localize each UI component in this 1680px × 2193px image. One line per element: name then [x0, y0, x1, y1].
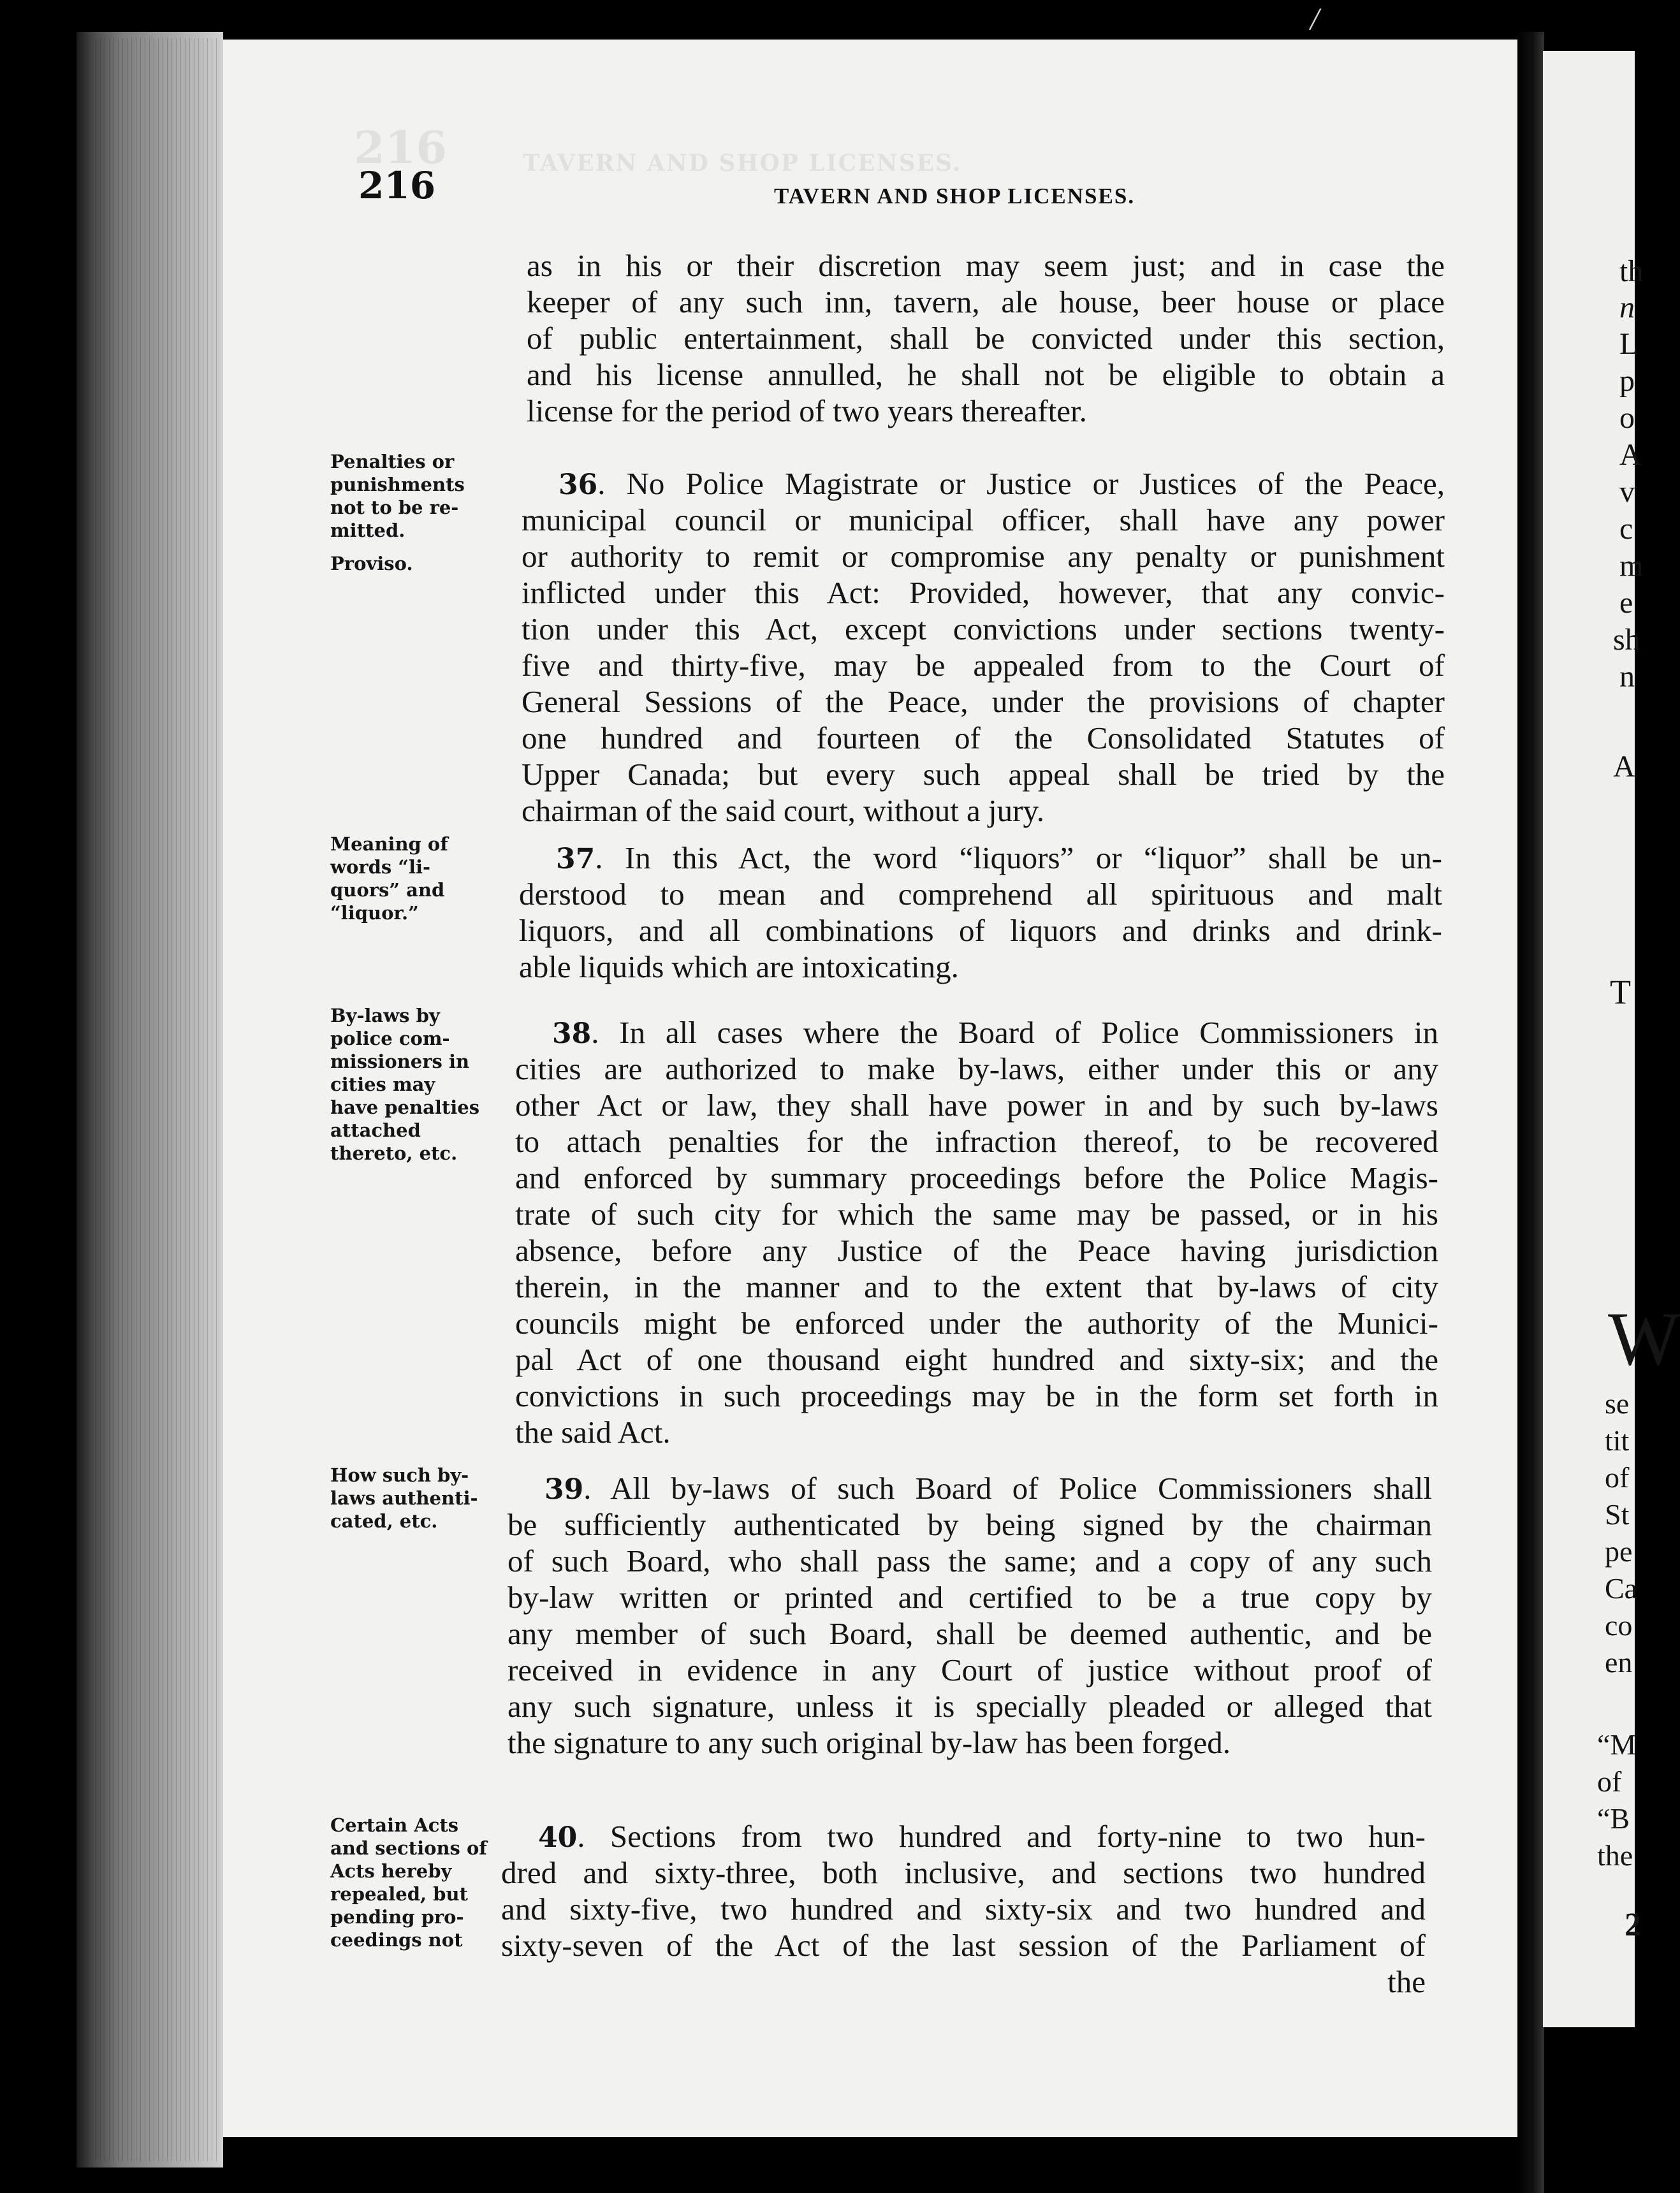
section-40	[501, 1818, 1426, 2000]
show-through-running-head: TAVERN AND SHOP LICENSES.	[523, 150, 962, 177]
text-line: absence, before any Justice of the Peace having jurisdiction	[515, 1233, 1438, 1268]
text-line: the said Act.	[515, 1415, 671, 1450]
text-line-rest: . Sections from two hundred and forty-nine to two hun-	[577, 1819, 1426, 1854]
running-head: TAVERN AND SHOP LICENSES.	[774, 184, 1136, 208]
facing-page-text: n	[1619, 660, 1635, 694]
text-line: the signature to any such original by-law has been forged.	[508, 1725, 1231, 1760]
facing-page-text: of	[1605, 1461, 1630, 1494]
facing-page-text: p	[1619, 364, 1635, 398]
sidenote-line: pending pro-	[330, 1906, 464, 1928]
section-number: 36	[559, 469, 598, 501]
facing-page-drop-capital: W	[1608, 1296, 1680, 1381]
text-line: of such Board, who shall pass the same; and a copy of any such	[508, 1543, 1432, 1578]
page-number: 216	[358, 164, 436, 207]
text-line	[522, 465, 1445, 502]
text-line: sixty-seven of the Act of the last session of the Parliament of	[501, 1928, 1426, 1963]
facing-page-text: e	[1619, 586, 1633, 620]
section-number: 37	[556, 843, 595, 875]
facing-page-text: of	[1597, 1765, 1622, 1798]
text-line	[508, 1470, 1432, 1506]
facing-page-text: “M	[1597, 1728, 1637, 1761]
facing-page-text: v	[1619, 475, 1635, 509]
sidenote-line: mitted.	[330, 520, 405, 541]
text-line: dred and sixty-three, both inclusive, and sections two hundred	[501, 1855, 1426, 1890]
sidenote-line: quors” and	[330, 879, 445, 901]
text-line: to attach penalties for the infraction thereof, to be recovered	[515, 1124, 1438, 1159]
section-number: 38	[552, 1017, 592, 1050]
sidenote-line: missioners in	[330, 1051, 470, 1072]
section-38	[515, 1014, 1438, 1450]
sidenote-line: not to be re-	[330, 497, 459, 518]
sidenote-line: laws authenti-	[330, 1487, 478, 1509]
section-37	[519, 840, 1442, 985]
text-line: municipal council or municipal officer, shall have any power	[522, 502, 1445, 537]
gutter-shadow	[1517, 32, 1544, 2193]
text-line: Upper Canada; but every such appeal shall be tried by the	[522, 757, 1445, 792]
text-line: trate of such city for which the same may be passed, or in his	[515, 1197, 1438, 1232]
facing-page-text: o	[1619, 401, 1635, 435]
section-36	[522, 465, 1445, 829]
facing-page-text: co	[1605, 1609, 1633, 1642]
page-edge-lines	[96, 38, 217, 2161]
text-line: chairman of the said court, without a jury.	[522, 793, 1045, 828]
sidenote-line: Penalties or	[330, 451, 455, 472]
text-line: received in evidence in any Court of justice without proof of	[508, 1652, 1432, 1687]
text-line: be sufficiently authenticated by being signed by the chairman	[508, 1507, 1432, 1542]
sidenote-line: punishments	[330, 474, 465, 495]
sidenote-authenticated	[330, 1464, 478, 1533]
text-line: five and thirty-five, may be appealed from to the Court of	[522, 648, 1445, 683]
facing-page-text: T	[1610, 973, 1631, 1011]
sidenote-penalties	[330, 450, 465, 575]
facing-page-text: A	[1613, 750, 1635, 783]
facing-page-text: c	[1619, 512, 1633, 546]
section-39	[508, 1470, 1432, 1761]
sidenote-line: have penalties	[330, 1096, 480, 1118]
text-line: derstood to mean and comprehend all spirituous and malt	[519, 877, 1442, 912]
sidenote-line: repealed, but	[330, 1883, 468, 1905]
text-line: the	[1387, 1964, 1426, 1999]
sidenote-repealed	[330, 1814, 487, 1951]
text-line: any member of such Board, shall be deemed authentic, and be	[508, 1616, 1432, 1651]
text-line: and his license annulled, he shall not be eligible to obtain a	[527, 357, 1445, 392]
facing-page-text: en	[1605, 1646, 1633, 1679]
facing-page-text: “B	[1597, 1802, 1630, 1835]
text-line: tion under this Act, except convictions under sections twenty-	[522, 611, 1445, 646]
text-line: General Sessions of the Peace, under the provisions of chapter	[522, 684, 1445, 719]
text-line: as in his or their discretion may seem just; and in case the	[527, 248, 1445, 283]
text-line: or authority to remit or compromise any penalty or punishment	[522, 539, 1445, 574]
sidenote-line: and sections of	[330, 1837, 487, 1859]
facing-page-text: L	[1619, 327, 1639, 361]
facing-page-text: th	[1619, 254, 1644, 288]
facing-page-text: the	[1597, 1839, 1633, 1872]
facing-page-text: n	[1619, 291, 1635, 324]
section-35-continuation	[527, 247, 1445, 429]
facing-page-text: se	[1605, 1387, 1630, 1420]
text-line: one hundred and fourteen of the Consolidated Statutes of	[522, 720, 1445, 755]
facing-page-text: St	[1605, 1498, 1630, 1531]
text-line	[519, 840, 1442, 876]
sidenote-line: Proviso.	[330, 553, 413, 574]
sidenote-line: cities may	[330, 1074, 435, 1095]
sidenote-line: cated, etc.	[330, 1510, 438, 1532]
sidenote-line: police com-	[330, 1028, 450, 1049]
text-line	[515, 1014, 1438, 1051]
text-line-rest: . All by-laws of such Board of Police Commissioners shall	[583, 1471, 1432, 1506]
sidenote-bylaws	[330, 1004, 479, 1165]
facing-page-text: sh	[1613, 623, 1640, 657]
text-line: and enforced by summary proceedings before the Police Magis-	[515, 1160, 1438, 1195]
text-line: therein, in the manner and to the extent that by-laws of city	[515, 1269, 1438, 1304]
text-line: keeper of any such inn, tavern, ale house, beer house or place	[527, 284, 1445, 319]
text-line: of public entertainment, shall be convicted under this section,	[527, 321, 1445, 356]
facing-page-text: Ca	[1605, 1572, 1638, 1605]
sidenote-line: Acts hereby	[330, 1860, 452, 1882]
text-line-rest: . No Police Magistrate or Justice or Justices of the Peace,	[597, 466, 1445, 501]
facing-page-text: A	[1619, 438, 1642, 472]
facing-page-text: pe	[1605, 1535, 1633, 1568]
sidenote-meaning	[330, 833, 448, 924]
show-through-page-number: 216	[354, 121, 448, 174]
text-line-rest: . In all cases where the Board of Police Commissioners in	[591, 1015, 1438, 1050]
sidenote-line: thereto, etc.	[330, 1142, 458, 1164]
sidenote-line: How such by-	[330, 1464, 469, 1486]
text-line: license for the period of two years thereafter.	[527, 393, 1087, 428]
top-mark: /	[1310, 1, 1319, 36]
text-line: convictions in such proceedings may be in the form set forth in	[515, 1378, 1438, 1413]
text-line: any such signature, unless it is specially pleaded or alleged that	[508, 1689, 1432, 1724]
sidenote-line: “liquor.”	[330, 902, 419, 924]
facing-page-text: tit	[1605, 1424, 1630, 1457]
sidenote-line: By-laws by	[330, 1005, 440, 1026]
text-line: liquors, and all combinations of liquors and drinks and drink-	[519, 913, 1442, 948]
text-line: and sixty-five, two hundred and sixty-six and two hundred and	[501, 1891, 1426, 1927]
text-line: able liquids which are intoxicating.	[519, 949, 959, 984]
facing-page-text: m	[1619, 549, 1644, 583]
text-line-rest: . In this Act, the word “liquors” or “liquor” shall be un-	[595, 840, 1442, 875]
text-line: other Act or law, they shall have power in and by such by-laws	[515, 1088, 1438, 1123]
section-number: 40	[538, 1821, 578, 1854]
text-line: pal Act of one thousand eight hundred and sixty-six; and the	[515, 1342, 1438, 1377]
text-line: councils might be enforced under the authority of the Munici-	[515, 1306, 1438, 1341]
text-line: inflicted under this Act: Provided, however, that any convic-	[522, 575, 1445, 610]
text-line	[501, 1818, 1426, 1854]
sidenote-line: attached	[330, 1119, 421, 1141]
text-line: cities are authorized to make by-laws, either under this or any	[515, 1051, 1438, 1086]
sidenote-line: Meaning of	[330, 833, 448, 855]
sidenote-line: ceedings not	[330, 1929, 463, 1951]
facing-page-text: 2	[1625, 1907, 1641, 1943]
sidenote-line: Certain Acts	[330, 1814, 459, 1836]
section-number: 39	[544, 1473, 584, 1506]
sidenote-line: words “li-	[330, 856, 431, 878]
text-line: by-law written or printed and certified to be a true copy by	[508, 1580, 1432, 1615]
